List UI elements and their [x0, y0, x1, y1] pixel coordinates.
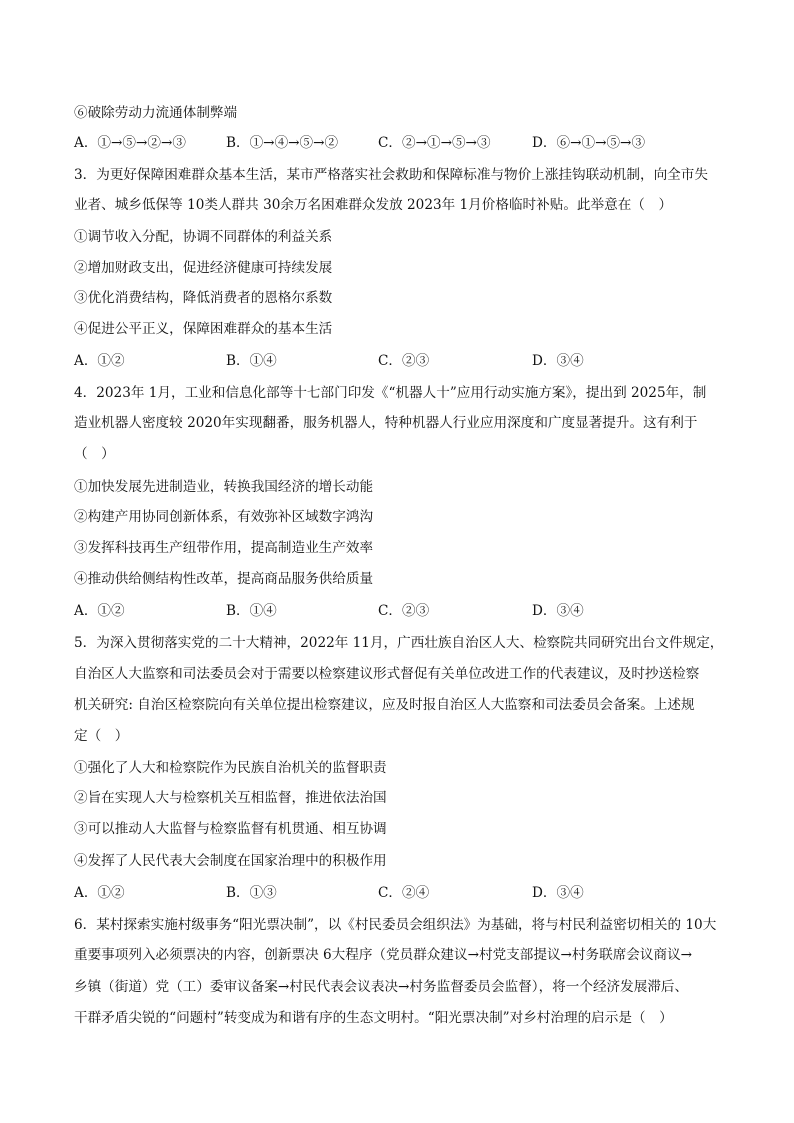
- q5-option-d[interactable]: D．③④: [532, 885, 584, 901]
- q4-item-1: ①加快发展先进制造业，转换我国经济的增长动能: [74, 479, 374, 495]
- q3-option-d[interactable]: D．③④: [532, 353, 584, 369]
- q4-stem-line-2: 造业机器人密度较 2020年实现翻番，服务机器人，特种机器人行业应用深度和广度显著提升。这有利于: [74, 415, 698, 431]
- q4-option-d[interactable]: D．③④: [532, 603, 584, 619]
- q2-option-b[interactable]: B．①→④→⑤→②: [226, 135, 339, 151]
- q2-option-d[interactable]: D．⑥→①→⑤→③: [532, 135, 646, 151]
- q3-item-2: ②增加财政支出，促进经济健康可持续发展: [74, 260, 333, 276]
- q3-stem-line-2: 业者、城乡低保等 10类人群共 30余万名困难群众发放 2023年 1月价格临时补贴。此举意在（ ）: [74, 197, 673, 213]
- q4-item-4: ④推动供给侧结构性改革，提高商品服务供给质量: [74, 571, 374, 587]
- q3-stem-line-1: 3．为更好保障困难群众基本生活，某市严格落实社会救助和保障标准与物价上涨挂钩联动机制，向全市失: [74, 167, 708, 183]
- q5-item-3: ③可以推动人大监督与检察监督有机贯通、相互协调: [74, 821, 387, 837]
- q6-stem-line-4: 干群矛盾尖锐的“问题村”转变成为和谐有序的生态文明村。“阳光票决制”对乡村治理的启示是（ ）: [74, 1010, 673, 1026]
- q3-option-a[interactable]: A．①②: [74, 353, 125, 369]
- q3-item-3: ③优化消费结构，降低消费者的恩格尔系数: [74, 290, 333, 306]
- q5-stem-line-4: 定（ ）: [74, 728, 129, 744]
- q4-stem-line-3: （ ）: [74, 446, 115, 462]
- q5-option-b[interactable]: B．①③: [226, 885, 277, 901]
- q6-stem-line-2: 重要事项列入必须票决的内容，创新票决 6大程序（党员群众建议→村党支部提议→村务联席会议商议→: [74, 947, 693, 963]
- q4-stem-line-1: 4．2023年 1月，工业和信息化部等十七部门印发《“机器人十”应用行动实施方案》，提出到 2025年，制: [74, 385, 707, 401]
- q5-option-c[interactable]: C．②④: [378, 885, 430, 901]
- q4-item-2: ②构建产用协同创新体系，有效弥补区域数字鸿沟: [74, 509, 374, 525]
- q3-item-4: ④促进公平正义，保障困难群众的基本生活: [74, 321, 333, 337]
- q4-item-3: ③发挥科技再生产纽带作用，提高制造业生产效率: [74, 540, 374, 556]
- q6-stem-line-1: 6．某村探索实施村级事务“阳光票决制”，以《村民委员会组织法》为基础，将与村民利益密切相关的 10大: [74, 917, 717, 933]
- q5-item-2: ②旨在实现人大与检察机关互相监督，推进依法治国: [74, 790, 387, 806]
- q3-item-1: ①调节收入分配，协调不同群体的利益关系: [74, 229, 333, 245]
- q2-option-c[interactable]: C．②→①→⑤→③: [378, 135, 491, 151]
- q4-option-a[interactable]: A．①②: [74, 603, 125, 619]
- q2-item-6: ⑥破除劳动力流通体制弊端: [74, 105, 238, 121]
- q5-option-a[interactable]: A．①②: [74, 885, 125, 901]
- q3-option-c[interactable]: C．②③: [378, 353, 430, 369]
- q4-option-c[interactable]: C．②③: [378, 603, 430, 619]
- q5-item-1: ①强化了人大和检察院作为民族自治机关的监督职责: [74, 760, 387, 776]
- q3-option-b[interactable]: B．①④: [226, 353, 277, 369]
- q5-stem-line-2: 自治区人大监察和司法委员会对于需要以检察建议形式督促有关单位改进工作的代表建议，及时抄送检察: [74, 666, 700, 682]
- q5-item-4: ④发挥了人民代表大会制度在国家治理中的积极作用: [74, 853, 387, 869]
- q6-stem-line-3: 乡镇（街道）党（工）委审议备案→村民代表会议表决→村务监督委员会监督），将一个经济发展滞后、: [74, 979, 689, 995]
- q5-stem-line-3: 机关研究: 自治区检察院向有关单位提出检察建议，应及时报自治区人大监察和司法委员会备案。上述规: [74, 697, 695, 713]
- q4-option-b[interactable]: B．①④: [226, 603, 277, 619]
- q5-stem-line-1: 5．为深入贯彻落实党的二十大精神，2022年 11月，广西壮族自治区人大、检察院共同研究出台文件规定，: [74, 635, 724, 651]
- q2-option-a[interactable]: A．①→⑤→②→③: [74, 135, 186, 151]
